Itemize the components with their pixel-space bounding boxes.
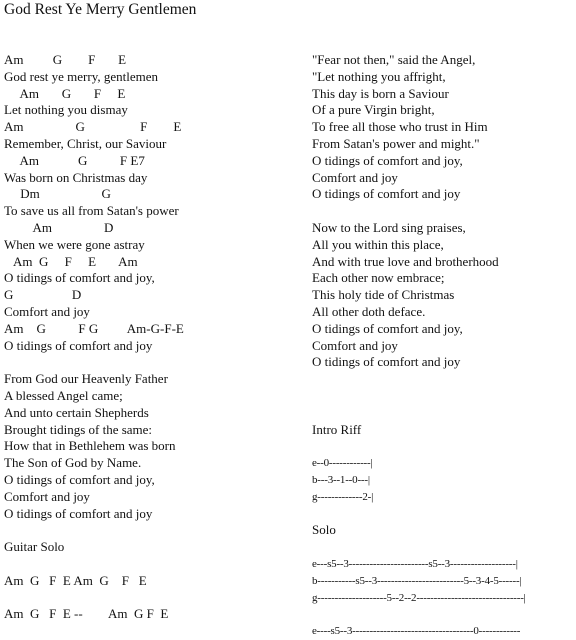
blank-line — [312, 506, 574, 523]
lyric-line: Of a pure Virgin bright, — [312, 102, 435, 118]
lyric-line: Guitar Solo — [4, 539, 65, 555]
tab-line: b-----------s5--3-------------------------5--3-4-5------| — [312, 574, 522, 587]
lyric-line: To save us all from Satan's power — [4, 203, 179, 219]
lyric-line: Now to the Lord sing praises, — [312, 219, 466, 235]
blank-line — [312, 405, 574, 422]
lyrics-left-column — [4, 52, 294, 623]
blank-line — [312, 606, 574, 623]
tab-line: g--------------------5--2--2-------------------------------| — [312, 591, 526, 604]
lyric-line: A blessed Angel came; — [4, 387, 123, 403]
blank-line — [4, 556, 294, 573]
blank-line — [312, 371, 574, 388]
tab-line: g-------------2-| — [312, 490, 374, 503]
lyric-line: O tidings of comfort and joy — [4, 337, 153, 353]
tab-line: e---s5--3-----------------------s5--3-------------------| — [312, 557, 518, 570]
blank-line — [4, 354, 294, 371]
lyric-line: Comfort and joy — [4, 303, 90, 319]
lyrics-right-column — [312, 52, 574, 640]
lyric-line: "Let nothing you affright, — [312, 68, 446, 84]
blank-line — [312, 388, 574, 405]
song-title: God Rest Ye Merry Gentlemen — [4, 1, 197, 18]
lyric-line: Intro Riff — [312, 421, 362, 437]
lyric-line: And with true love and brotherhood — [312, 253, 499, 269]
lyric-line: O tidings of comfort and joy — [312, 354, 461, 370]
lyric-line: To free all those who trust in Him — [312, 119, 488, 135]
lyric-line: Am G F E — [4, 52, 127, 67]
lyric-line: O tidings of comfort and joy, — [312, 320, 463, 336]
lyric-line: O tidings of comfort and joy — [312, 186, 461, 202]
blank-line — [312, 438, 574, 455]
lyric-line: "Fear not then," said the Angel, — [312, 52, 476, 67]
lyric-line: From Satan's power and might." — [312, 135, 480, 151]
lyric-line: Solo — [312, 522, 336, 538]
lyric-line: Am G F E Am G F E — [4, 572, 147, 588]
lyric-line: Am G F E -- Am G F E — [4, 606, 169, 622]
lyric-line: Am G F E7 — [4, 152, 145, 168]
lyric-line: Comfort and joy — [312, 337, 398, 353]
lyric-line: G D — [4, 287, 82, 303]
lyric-line: This holy tide of Christmas — [312, 287, 455, 303]
lyric-line: And unto certain Shepherds — [4, 404, 149, 420]
blank-line — [4, 522, 294, 539]
lyric-line: O tidings of comfort and joy — [4, 505, 153, 521]
lyric-line: The Son of God by Name. — [4, 455, 142, 471]
blank-line — [312, 539, 574, 556]
lyric-line: Dm G — [4, 186, 111, 202]
lyric-line: Remember, Christ, our Saviour — [4, 135, 167, 151]
lyric-line: Am D — [4, 219, 114, 235]
lyric-line: This day is born a Saviour — [312, 85, 449, 101]
lyric-line: O tidings of comfort and joy, — [4, 471, 155, 487]
lyric-line: Each other now embrace; — [312, 270, 445, 286]
tab-line: e--0------------| — [312, 457, 373, 470]
lyric-line: God rest ye merry, gentlemen — [4, 68, 159, 84]
lyric-line: O tidings of comfort and joy, — [312, 152, 463, 168]
lyric-line: Am G F E — [4, 119, 182, 135]
lyric-line: Comfort and joy — [4, 488, 90, 504]
lyric-line: Am G F G Am-G-F-E — [4, 320, 184, 336]
lyric-line: Brought tidings of the same: — [4, 421, 153, 437]
lyric-line: From God our Heavenly Father — [4, 371, 168, 387]
lyric-line: All you within this place, — [312, 236, 444, 252]
lyric-line: All other doth deface. — [312, 303, 426, 319]
lyric-line: Am G F E — [4, 85, 126, 101]
lyric-line: When we were gone astray — [4, 236, 145, 252]
blank-line — [312, 203, 574, 220]
tab-line: b---3--1--0---| — [312, 473, 370, 486]
lyric-line: Comfort and joy — [312, 169, 398, 185]
lyric-line: How that in Bethlehem was born — [4, 438, 176, 454]
lyric-line: Let nothing you dismay — [4, 102, 128, 118]
blank-line — [4, 590, 294, 607]
lyric-line: O tidings of comfort and joy, — [4, 270, 155, 286]
tab-line: e----s5--3-----------------------------------0------------ — [312, 625, 521, 638]
lyric-line: Was born on Christmas day — [4, 169, 148, 185]
lyric-line: Am G F E Am — [4, 253, 138, 269]
